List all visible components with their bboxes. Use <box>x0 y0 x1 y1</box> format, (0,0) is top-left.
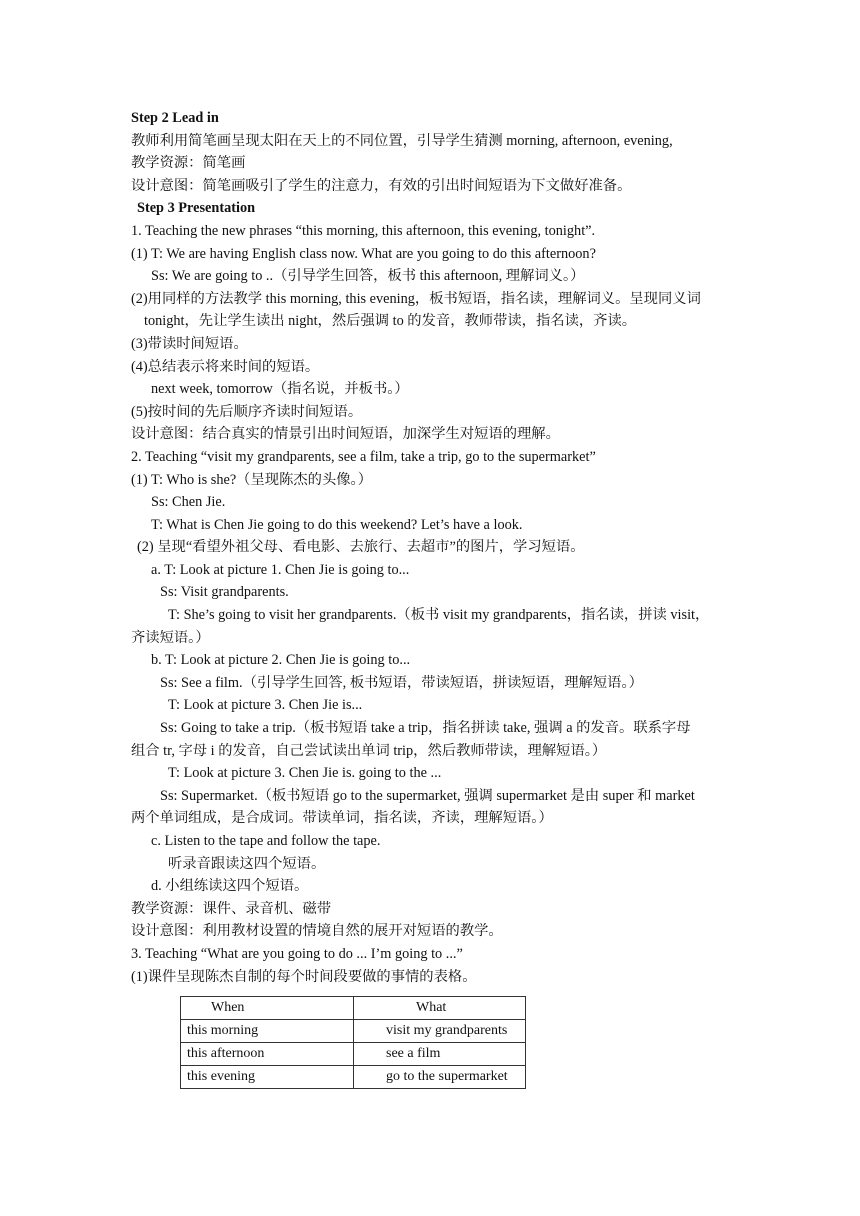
paragraph-line: (2)用同样的方法教学 this morning, this evening，板书短语，指名读，理解词义。呈现同义词 <box>131 290 701 307</box>
paragraph-line: 两个单词组成，是合成词。带读单词，指名读，齐读，理解短语。） <box>131 810 553 827</box>
paragraph-line: Ss: We are going to ..（引导学生回答，板书 this afternoon, 理解词义。） <box>151 268 585 285</box>
table-cell-what: visit my grandparents <box>354 1020 526 1043</box>
table-header-when: When <box>181 997 354 1020</box>
table-header-row <box>181 997 526 1020</box>
paragraph-line: b. T: Look at picture 2. Chen Jie is going to... <box>151 652 411 669</box>
paragraph-line: 设计意图：利用教材设置的情境自然的展开对短语的教学。 <box>131 923 503 940</box>
paragraph-line: c. Listen to the tape and follow the tape. <box>151 833 381 849</box>
paragraph-line: T: Look at picture 3. Chen Jie is... <box>168 697 363 714</box>
paragraph-line: Ss: Supermarket.（板书短语 go to the supermarket, 强调 supermarket 是由 super 和 market <box>160 787 695 804</box>
paragraph-line: (5)按时间的先后顺序齐读时间短语。 <box>131 403 363 420</box>
paragraph-line: 教学资源：简笔画 <box>131 155 246 172</box>
step3-heading: Step 3 Presentation <box>137 200 256 217</box>
paragraph-line: d. 小组练读这四个短语。 <box>151 878 309 895</box>
paragraph-line: (2) 呈现“看望外祖父母、看电影、去旅行、去超市”的图片，学习短语。 <box>137 539 585 556</box>
paragraph-line: Ss: See a film.（引导学生回答, 板书短语，带读短语，拼读短语，理解短语。） <box>160 674 643 691</box>
paragraph-line: 设计意图：结合真实的情景引出时间短语，加深学生对短语的理解。 <box>131 426 560 443</box>
paragraph-line: (1) T: Who is she?（呈现陈杰的头像。） <box>131 471 372 488</box>
paragraph-line: (3)带读时间短语。 <box>131 335 248 352</box>
paragraph-line: 3. Teaching “What are you going to do ... I’m going to ...” <box>131 945 463 962</box>
table-row <box>181 1020 526 1043</box>
paragraph-line: Ss: Visit grandparents. <box>160 584 289 601</box>
lesson-text <box>131 107 741 988</box>
table-cell-what: see a film <box>354 1043 526 1066</box>
paragraph-line: tonight，先让学生读出 night，然后强调 to 的发音，教师带读，指名读，齐读。 <box>144 313 637 330</box>
paragraph-line: a. T: Look at picture 1. Chen Jie is going to... <box>151 561 410 578</box>
paragraph-line: 听录音跟读这四个短语。 <box>168 855 326 872</box>
paragraph-line: T: She’s going to visit her grandparents.（板书 visit my grandparents，指名读，拼读 visit， <box>168 607 710 624</box>
table-cell-when: this evening <box>181 1066 354 1089</box>
table-cell-when: this afternoon <box>181 1043 354 1066</box>
paragraph-line: T: What is Chen Jie going to do this weekend? Let’s have a look. <box>151 516 523 533</box>
table-cell-what: go to the supermarket <box>354 1066 526 1089</box>
paragraph-line: 教学资源：课件、录音机、磁带 <box>131 900 332 917</box>
table-row <box>181 1066 526 1089</box>
paragraph-line: 设计意图：简笔画吸引了学生的注意力，有效的引出时间短语为下文做好准备。 <box>131 177 632 194</box>
paragraph-line: 齐读短语。） <box>131 629 210 646</box>
paragraph-line: (1) T: We are having English class now. What are you going to do this afternoon? <box>131 245 596 262</box>
schedule-table <box>180 996 526 1089</box>
paragraph-line: 2. Teaching “visit my grandparents, see a film, take a trip, go to the supermarket” <box>131 448 596 465</box>
paragraph-line: next week, tomorrow（指名说，并板书。） <box>151 381 409 398</box>
paragraph-line: 1. Teaching the new phrases “this morning, this afternoon, this evening, tonight”. <box>131 222 596 239</box>
paragraph-line: 组合 tr, 字母 i 的发音，自己尝试读出单词 trip，然后教师带读，理解短语。） <box>131 742 607 759</box>
paragraph-line: 教师利用简笔画呈现太阳在天上的不同位置，引导学生猜测 morning, afternoon, evening, <box>131 132 673 149</box>
paragraph-line: (1)课件呈现陈杰自制的每个时间段要做的事情的表格。 <box>131 968 477 985</box>
paragraph-line: Ss: Going to take a trip.（板书短语 take a trip，指名拼读 take, 强调 a 的发音。联系字母 <box>160 720 691 737</box>
table-cell-when: this morning <box>181 1020 354 1043</box>
step2-heading: Step 2 Lead in <box>131 110 219 126</box>
paragraph-line: T: Look at picture 3. Chen Jie is. going to the ... <box>168 765 442 782</box>
paragraph-line: (4)总结表示将来时间的短语。 <box>131 358 320 375</box>
paragraph-line: Ss: Chen Jie. <box>151 494 226 511</box>
table-row <box>181 1043 526 1066</box>
table-header-what: What <box>354 997 526 1020</box>
